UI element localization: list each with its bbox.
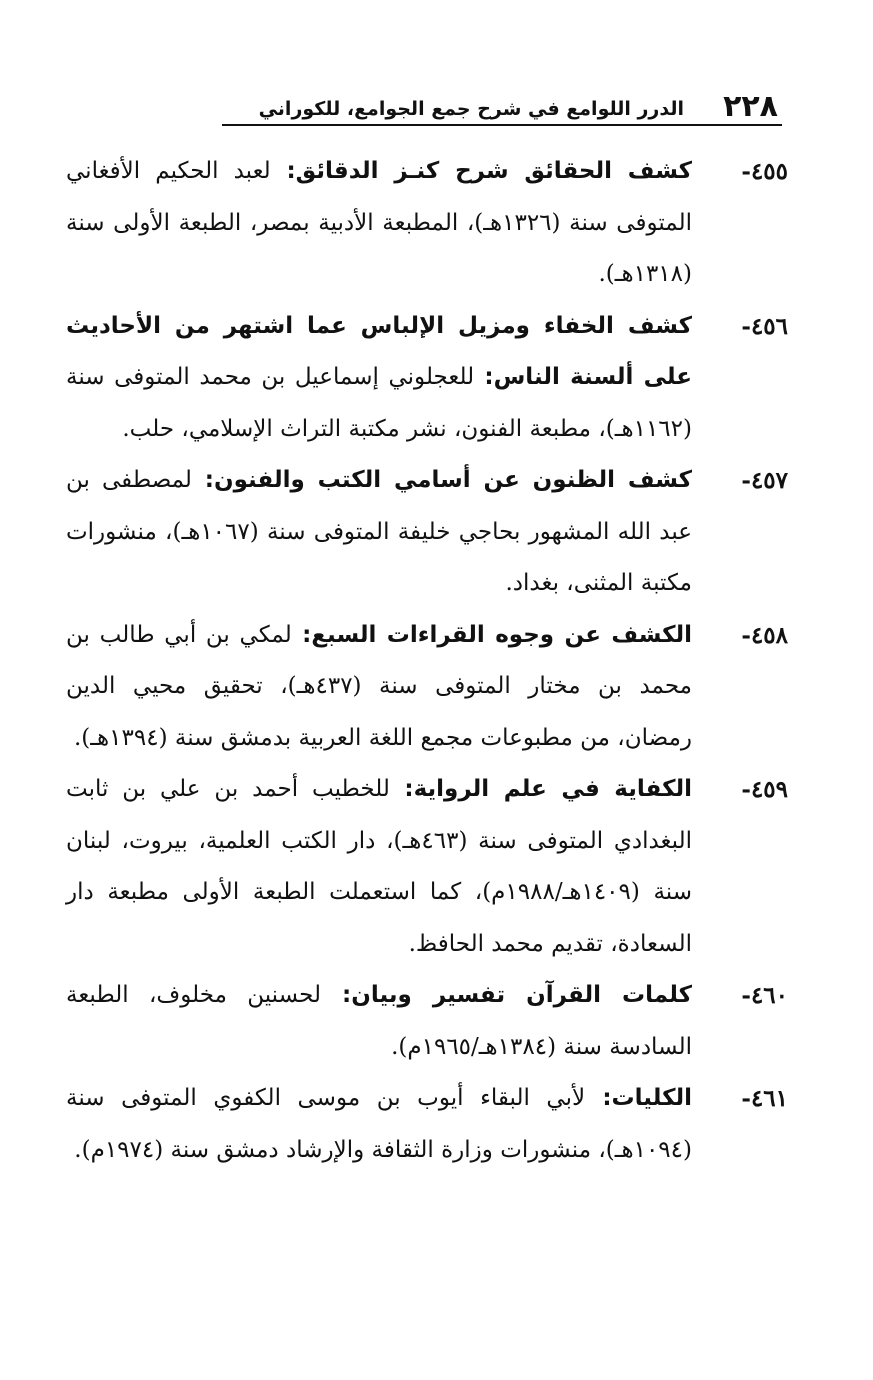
entry-text: لأبي البقاء أيوب بن موسى الكفوي المتوفى سنة (١٠٩٤هـ)، منشورات وزارة الثقافة والإرشاد دمشق سنة (١٩٧٤م). [66, 1085, 692, 1163]
page-header [222, 88, 782, 126]
page-number: ٢٢٨ [723, 89, 778, 124]
entry-number: ٤٦٠- [741, 982, 788, 1009]
entry-number: ٤٥٦- [741, 312, 788, 340]
entry-number: ٤٥٥- [741, 158, 788, 185]
entry-text: لعبد الحكيم الأفغاني المتوفى سنة (١٣٢٦هـ)، المطبعة الأدبية بمصر، الطبعة الأولى سنة (١٣١٨هـ). [66, 158, 692, 287]
entry-number: ٤٦١- [741, 1085, 788, 1112]
entry-number: ٤٥٨- [741, 621, 788, 649]
bibliography-entry [66, 764, 788, 970]
entry-text: لحسنين مخلوف، الطبعة السادسة سنة (١٣٨٤هـ/١٩٦٥م). [66, 982, 692, 1060]
entry-title: الكليات: [585, 1085, 692, 1111]
entry-number: ٤٥٩- [741, 776, 788, 803]
entry-text: للخطيب أحمد بن علي بن ثابت البغدادي المتوفى سنة (٤٦٣هـ)، دار الكتب العلمية، بيروت، لبنان سنة (١٤٠٩هـ/١٩٨٨م)، كما استعملت الطبعة الأولى مطبعة دار السعادة، تقديم محمد الحافظ. [66, 776, 693, 957]
bibliography-list [66, 146, 788, 1176]
bibliography-entry [66, 455, 788, 610]
entry-text: لمكي بن أبي طالب بن محمد بن مختار المتوفى سنة (٤٣٧هـ)، تحقيق محيي الدين رمضان، من مطبوعات مجمع اللغة العربية بدمشق سنة (١٣٩٤هـ). [66, 621, 693, 751]
entry-text: للعجلوني إسماعيل بن محمد المتوفى سنة (١١٦٢هـ)، مطبعة الفنون، نشر مكتبة التراث الإسلامي، حلب. [66, 364, 692, 442]
entry-title: كشف الحقائق شرح كنـز الدقائق: [270, 158, 692, 184]
running-title: الدرر اللوامع في شرح جمع الجوامع، للكوراني [258, 98, 684, 120]
entry-text: لمصطفى بن عبد الله المشهور بحاجي خليفة المتوفى سنة (١٠٦٧هـ)، منشورات مكتبة المثنى، بغداد. [66, 467, 692, 596]
entry-title: كشف الظنون عن أسامي الكتب والفنون: [191, 467, 692, 493]
bibliography-entry [66, 301, 788, 456]
entry-title: كشف الخفاء ومزيل الإلباس عما اشتهر من الأحاديث على ألسنة الناس: [66, 312, 692, 390]
entry-title: كلمات القرآن تفسير وبيان: [320, 982, 692, 1008]
bibliography-entry [66, 1073, 788, 1176]
entry-title: الكفاية في علم الرواية: [389, 776, 692, 802]
bibliography-entry [66, 610, 788, 765]
bibliography-entry [66, 970, 788, 1073]
entry-number: ٤٥٧- [741, 467, 788, 494]
bibliography-entry [66, 146, 788, 301]
entry-title: الكشف عن وجوه القراءات السبع: [291, 621, 693, 648]
